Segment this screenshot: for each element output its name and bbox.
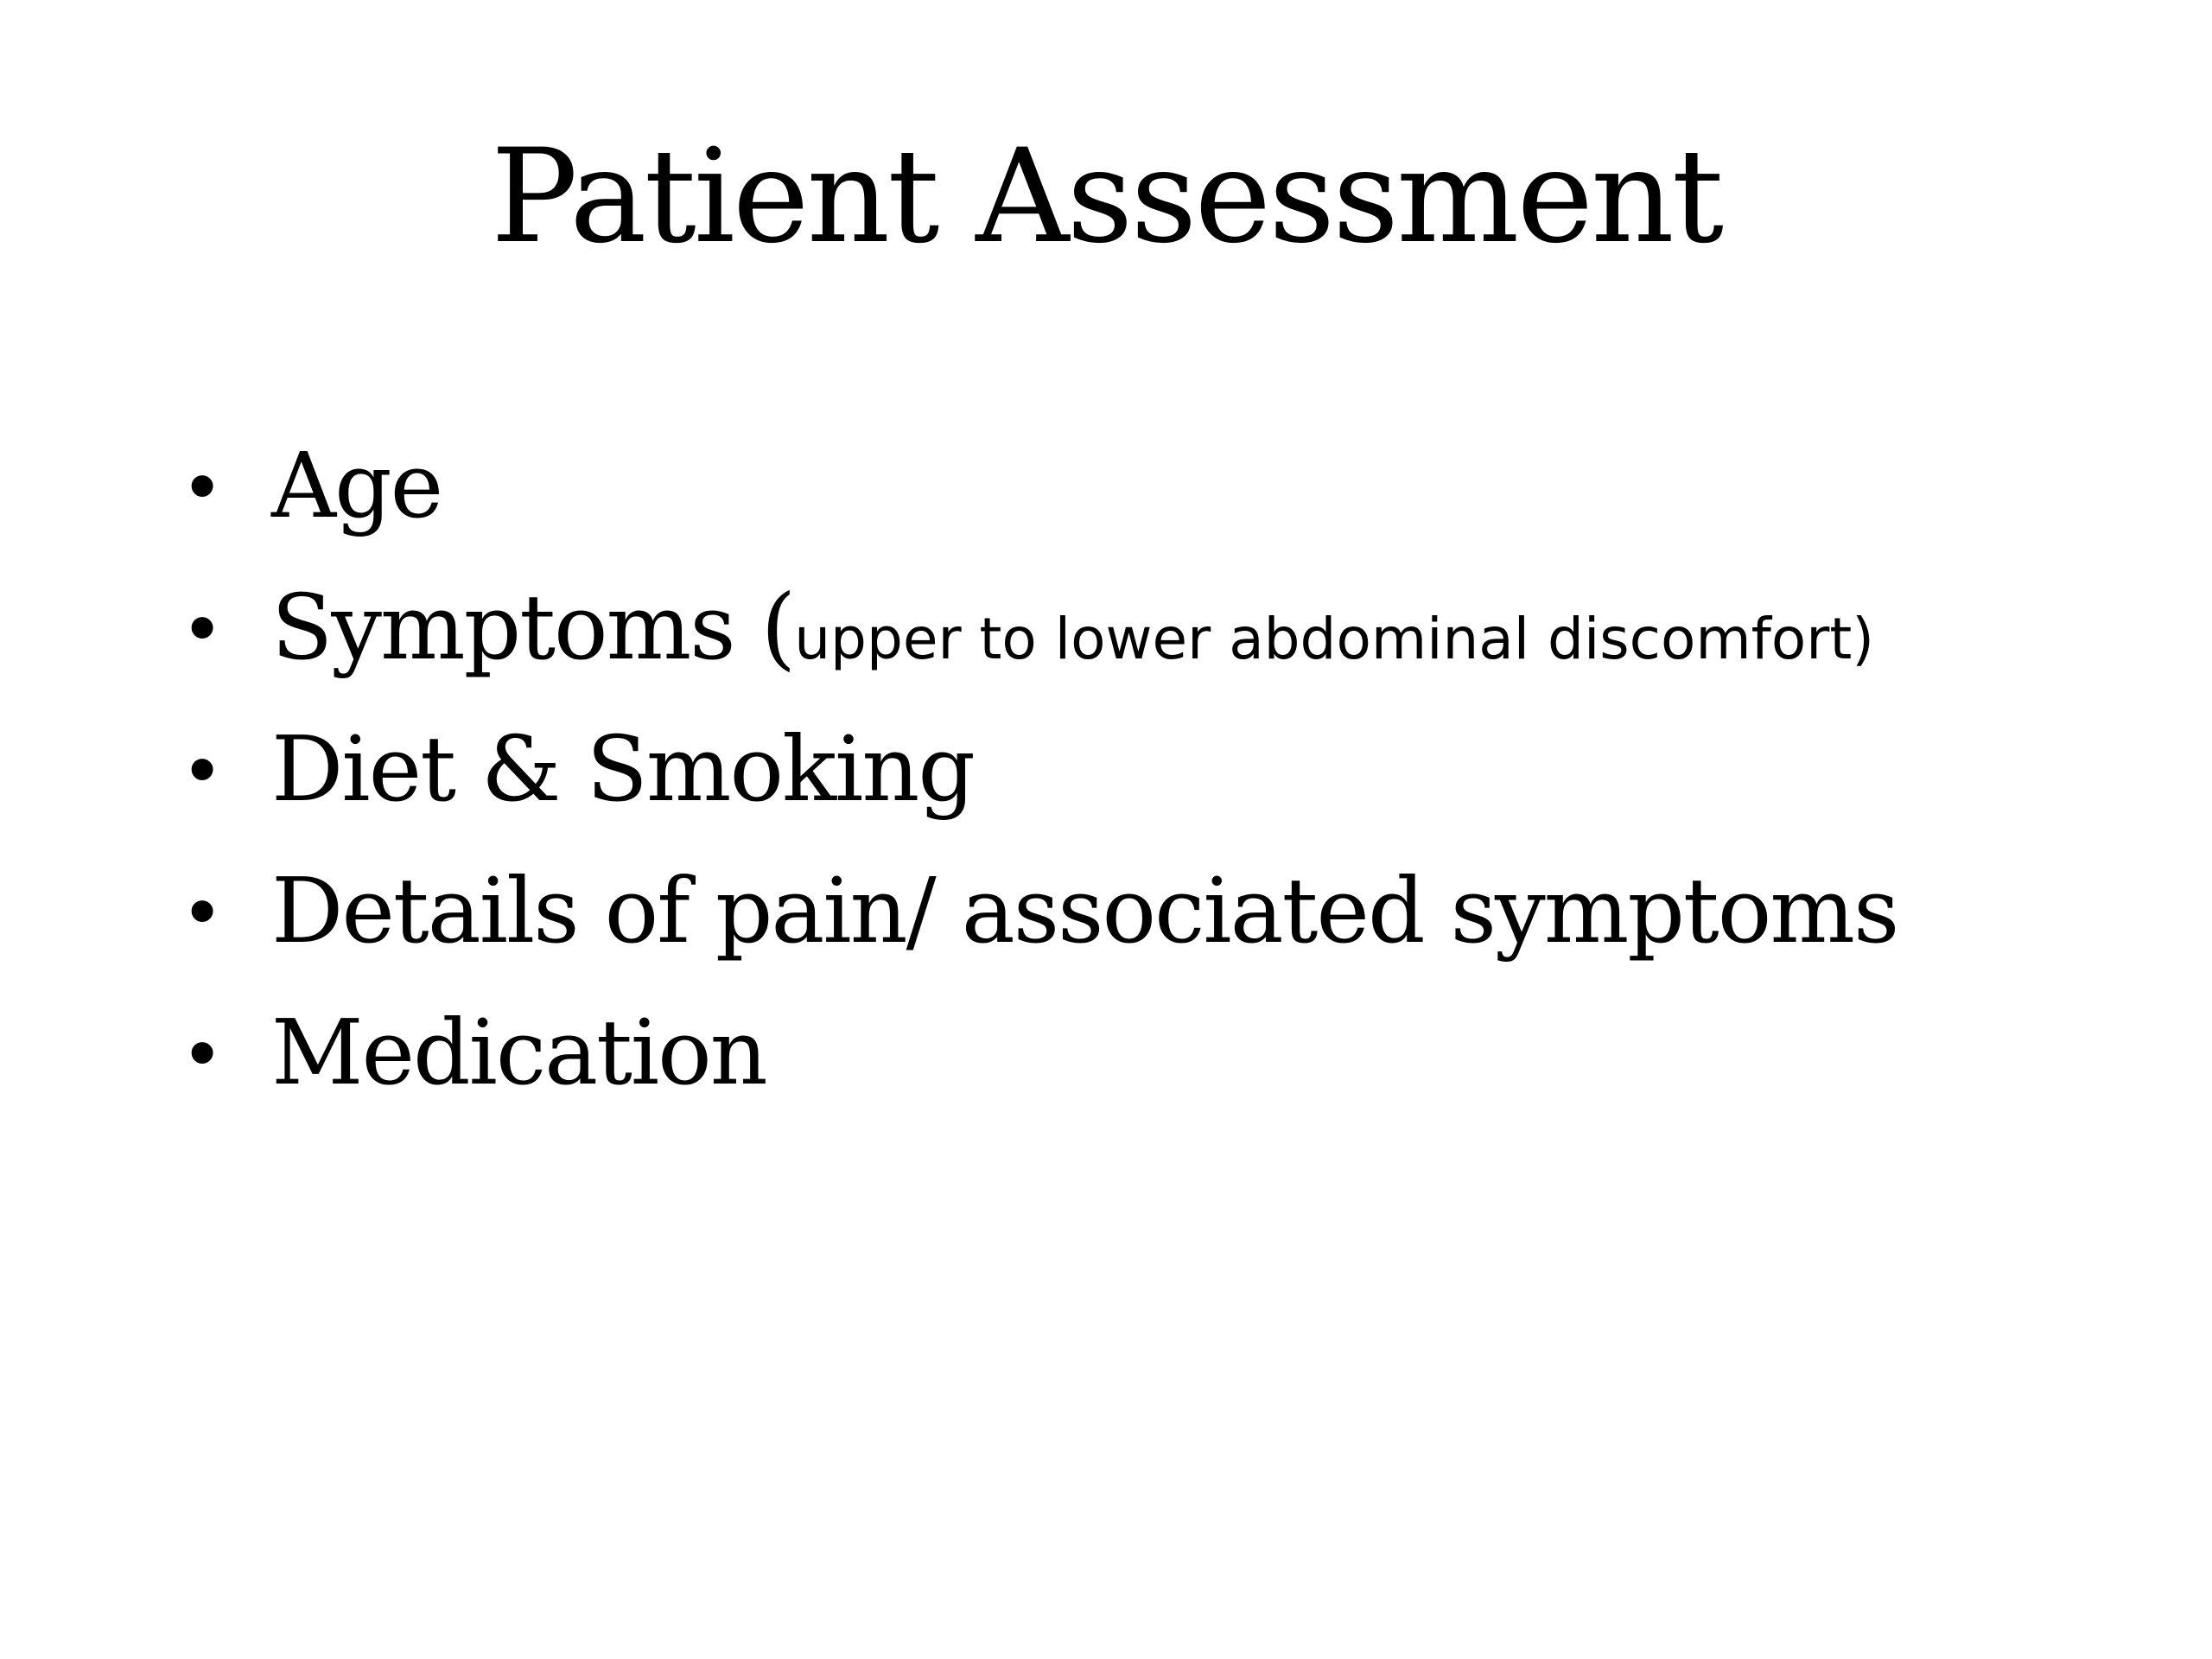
bullet-icon: • bbox=[188, 867, 215, 955]
bullet-text bbox=[271, 415, 442, 556]
bullet-text bbox=[271, 982, 766, 1123]
bullet-text bbox=[271, 698, 974, 840]
slide-title: Patient Assessment bbox=[490, 122, 1722, 272]
bullet-note-symptoms: upper to lower abdominal discomfort) bbox=[794, 606, 1874, 672]
list-item bbox=[0, 982, 2212, 1123]
bullet-list bbox=[0, 415, 2212, 1123]
bullet-label-pain-details: Details of pain/ associated symptoms bbox=[271, 858, 1898, 963]
bullet-icon: • bbox=[188, 725, 215, 813]
bullet-text bbox=[271, 840, 1897, 982]
bullet-icon: • bbox=[188, 583, 215, 671]
bullet-label-symptoms: Symptoms ( bbox=[271, 575, 795, 680]
bullet-icon: • bbox=[188, 442, 215, 530]
bullet-label-age: Age bbox=[271, 433, 442, 538]
list-item bbox=[0, 415, 2212, 556]
list-item bbox=[0, 556, 2212, 698]
list-item bbox=[0, 698, 2212, 840]
list-item bbox=[0, 840, 2212, 982]
bullet-label-medication: Medication bbox=[271, 1000, 766, 1105]
bullet-text bbox=[271, 556, 1874, 710]
bullet-label-diet-smoking: Diet & Smoking bbox=[271, 716, 974, 822]
bullet-icon: • bbox=[188, 1008, 215, 1096]
